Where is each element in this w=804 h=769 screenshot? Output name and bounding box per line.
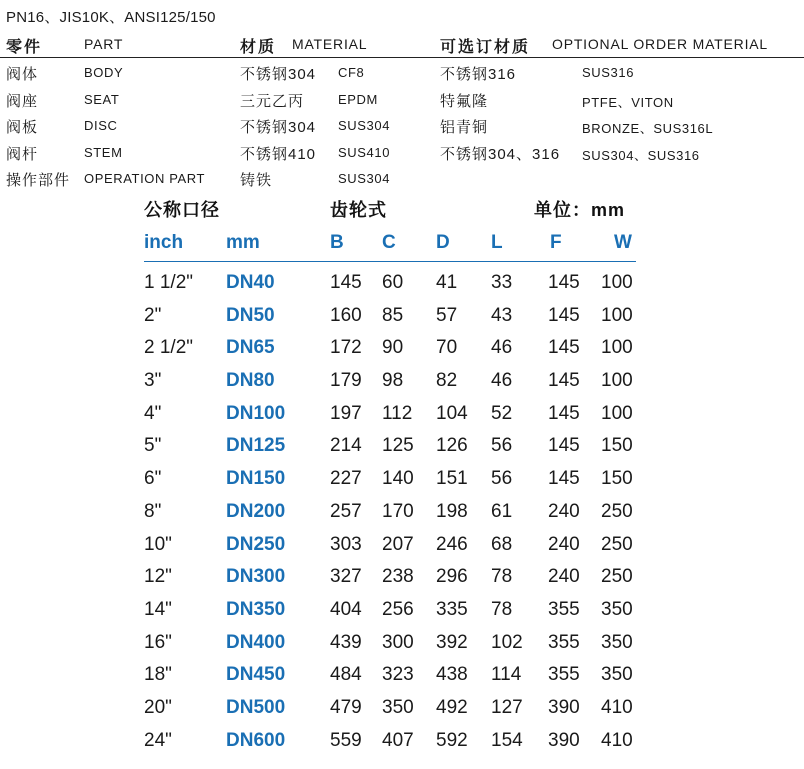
w-cell: 150 (601, 468, 633, 490)
optional-en-cell: SUS316 (582, 65, 635, 80)
d-cell: 41 (436, 272, 458, 293)
optional-header-en: OPTIONAL ORDER MATERIAL (552, 36, 768, 52)
c-cell: 170 (382, 500, 414, 522)
inch-cell: 1 1/2" (144, 272, 194, 293)
d-cell: 82 (436, 370, 458, 392)
l-cell: 68 (491, 533, 513, 555)
l-cell: 56 (491, 468, 513, 490)
w-cell: 100 (601, 272, 633, 293)
d-cell: 392 (436, 631, 468, 653)
mm-cell: DN250 (226, 533, 286, 555)
inch-cell: 10" (144, 533, 172, 555)
material-en-cell: SUS410 (338, 144, 391, 160)
f-cell: 240 (548, 566, 580, 588)
w-cell: 150 (601, 435, 633, 457)
inch-cell: 18" (144, 664, 172, 686)
c-cell: 207 (382, 533, 414, 555)
dimension-row (0, 301, 804, 334)
d-cell: 492 (436, 696, 468, 718)
material-zh-cell: 三元乙丙 (240, 92, 305, 110)
inch-cell: 8" (144, 500, 162, 522)
dimension-row (0, 530, 804, 563)
d-cell: 438 (436, 664, 468, 686)
mm-cell: DN200 (226, 500, 286, 522)
dimension-row (0, 497, 804, 530)
material-zh-cell: 不锈钢304 (240, 66, 317, 83)
w-cell: 410 (601, 696, 633, 718)
col-header-b: B (330, 232, 344, 253)
optional-en-cell: PTFE、VITON (582, 94, 674, 110)
inch-cell: 24" (144, 729, 172, 751)
f-cell: 355 (548, 598, 580, 620)
b-cell: 172 (330, 337, 362, 359)
l-cell: 43 (491, 304, 513, 326)
c-cell: 125 (382, 435, 414, 457)
material-row (0, 61, 804, 88)
material-header-en: MATERIAL (292, 36, 368, 52)
l-cell: 114 (491, 664, 522, 686)
mm-cell: DN100 (226, 402, 286, 424)
optional-en-cell: SUS304、SUS316 (582, 147, 700, 163)
c-cell: 300 (382, 631, 414, 653)
f-cell: 355 (548, 664, 580, 686)
part-en-cell: DISC (84, 118, 118, 133)
col-header-l: L (491, 232, 503, 253)
part-zh-cell: 阀杆 (6, 145, 39, 163)
mm-cell: DN40 (226, 272, 275, 293)
optional-zh-cell: 特氟隆 (440, 92, 489, 110)
b-cell: 197 (330, 402, 362, 424)
d-cell: 246 (436, 533, 468, 555)
dimension-row (0, 399, 804, 432)
part-zh-cell: 阀体 (6, 66, 39, 83)
l-cell: 78 (491, 598, 513, 620)
dimension-row (0, 595, 804, 628)
b-cell: 484 (330, 664, 362, 686)
col-header-inch: inch (144, 232, 184, 253)
inch-cell: 20" (144, 696, 172, 718)
f-cell: 145 (548, 370, 580, 392)
w-cell: 250 (601, 500, 633, 522)
b-cell: 214 (330, 435, 362, 457)
b-cell: 439 (330, 631, 362, 653)
mm-cell: DN400 (226, 631, 286, 653)
c-cell: 85 (382, 304, 404, 326)
dimension-row (0, 366, 804, 399)
col-header-mm: mm (226, 232, 260, 253)
b-cell: 160 (330, 304, 362, 326)
b-cell: 559 (330, 729, 362, 751)
material-rows (0, 61, 804, 194)
f-cell: 240 (548, 533, 580, 555)
material-zh-cell: 不锈钢304 (240, 119, 317, 136)
optional-header-zh: 可选订材质 (440, 39, 531, 56)
material-en-cell: CF8 (338, 65, 365, 80)
b-cell: 303 (330, 533, 362, 555)
w-cell: 350 (601, 631, 633, 653)
material-row (0, 114, 804, 141)
material-en-cell: SUS304 (338, 118, 391, 133)
l-cell: 56 (491, 435, 513, 457)
f-cell: 145 (548, 435, 580, 457)
material-header-zh: 材质 (240, 39, 277, 56)
material-zh-cell: 铸铁 (240, 172, 273, 189)
inch-cell: 12" (144, 566, 172, 588)
inch-cell: 3" (144, 370, 162, 392)
part-zh-cell: 阀座 (6, 92, 39, 110)
w-cell: 350 (601, 664, 633, 686)
b-cell: 479 (330, 696, 362, 718)
col-header-f: F (550, 232, 562, 253)
material-row (0, 167, 804, 194)
w-cell: 410 (601, 729, 633, 751)
w-cell: 100 (601, 337, 633, 359)
f-cell: 145 (548, 468, 580, 490)
d-cell: 57 (436, 304, 458, 326)
d-cell: 126 (436, 435, 468, 457)
col-header-c: C (382, 232, 396, 253)
dimension-row (0, 726, 804, 759)
c-cell: 112 (382, 402, 413, 424)
material-table (0, 34, 804, 189)
material-table-header (0, 34, 804, 56)
w-cell: 100 (601, 304, 633, 326)
f-cell: 145 (548, 402, 580, 424)
standards-line: PN16、JIS10K、ANSI125/150 (6, 9, 216, 26)
nominal-size-title: 公称口径 (144, 200, 220, 220)
part-zh-cell: 阀板 (6, 119, 39, 136)
material-row (0, 141, 804, 168)
part-en-cell: STEM (84, 144, 123, 160)
mm-cell: DN50 (226, 304, 275, 326)
l-cell: 102 (491, 631, 523, 653)
c-cell: 256 (382, 598, 414, 620)
inch-cell: 2 1/2" (144, 337, 194, 359)
d-cell: 151 (436, 468, 468, 490)
w-cell: 100 (601, 370, 633, 392)
c-cell: 140 (382, 468, 414, 490)
l-cell: 52 (491, 402, 513, 424)
c-cell: 238 (382, 566, 414, 588)
mm-cell: DN350 (226, 598, 286, 620)
w-cell: 250 (601, 566, 633, 588)
w-cell: 250 (601, 533, 633, 555)
mm-cell: DN150 (226, 468, 286, 490)
dimension-row (0, 464, 804, 497)
mm-cell: DN80 (226, 370, 275, 392)
part-zh-cell: 操作部件 (6, 172, 71, 189)
material-row (0, 88, 804, 115)
f-cell: 145 (548, 337, 580, 359)
inch-cell: 6" (144, 468, 162, 490)
mm-cell: DN125 (226, 435, 286, 457)
b-cell: 404 (330, 598, 362, 620)
d-cell: 104 (436, 402, 468, 424)
c-cell: 98 (382, 370, 404, 392)
l-cell: 127 (491, 696, 523, 718)
dimension-row (0, 268, 804, 301)
material-zh-cell: 不锈钢410 (240, 145, 317, 163)
f-cell: 390 (548, 729, 580, 751)
d-cell: 198 (436, 500, 468, 522)
dimension-row (0, 562, 804, 595)
f-cell: 355 (548, 631, 580, 653)
inch-cell: 14" (144, 598, 172, 620)
mm-cell: DN600 (226, 729, 286, 751)
f-cell: 145 (548, 304, 580, 326)
dimension-header-rule (144, 261, 636, 262)
dimension-row (0, 628, 804, 661)
d-cell: 592 (436, 729, 468, 751)
dimension-row (0, 693, 804, 726)
part-header-zh: 零件 (6, 39, 43, 56)
l-cell: 46 (491, 370, 513, 392)
c-cell: 60 (382, 272, 404, 293)
c-cell: 323 (382, 664, 414, 686)
mm-cell: DN65 (226, 337, 275, 359)
mm-cell: DN500 (226, 696, 286, 718)
d-cell: 296 (436, 566, 468, 588)
d-cell: 335 (436, 598, 468, 620)
inch-cell: 5" (144, 435, 162, 457)
w-cell: 350 (601, 598, 633, 620)
c-cell: 407 (382, 729, 414, 751)
part-en-cell: SEAT (84, 91, 120, 107)
mm-cell: DN300 (226, 566, 286, 588)
mm-cell: DN450 (226, 664, 286, 686)
optional-zh-cell: 不锈钢304、316 (440, 145, 561, 163)
material-header-rule (0, 57, 804, 58)
dimension-rows (0, 268, 804, 758)
b-cell: 257 (330, 500, 362, 522)
l-cell: 46 (491, 337, 513, 359)
b-cell: 145 (330, 272, 362, 293)
unit-label: 单位：mm (534, 200, 626, 220)
col-header-d: D (436, 232, 450, 253)
f-cell: 240 (548, 500, 580, 522)
material-en-cell: EPDM (338, 91, 378, 107)
c-cell: 90 (382, 337, 404, 359)
optional-en-cell: BRONZE、SUS316L (582, 121, 714, 136)
l-cell: 154 (491, 729, 523, 751)
w-cell: 100 (601, 402, 633, 424)
inch-cell: 2" (144, 304, 162, 326)
material-en-cell: SUS304 (338, 171, 391, 186)
b-cell: 179 (330, 370, 362, 392)
f-cell: 390 (548, 696, 580, 718)
optional-zh-cell: 铝青铜 (440, 119, 489, 136)
l-cell: 78 (491, 566, 513, 588)
dimension-row (0, 333, 804, 366)
l-cell: 33 (491, 272, 513, 293)
dimension-row (0, 431, 804, 464)
part-en-cell: BODY (84, 65, 124, 80)
inch-cell: 16" (144, 631, 172, 653)
l-cell: 61 (491, 500, 513, 522)
b-cell: 327 (330, 566, 362, 588)
part-header-en: PART (84, 36, 124, 52)
inch-cell: 4" (144, 402, 162, 424)
d-cell: 70 (436, 337, 458, 359)
dimension-row (0, 660, 804, 693)
f-cell: 145 (548, 272, 580, 293)
operation-type-title: 齿轮式 (330, 200, 387, 220)
col-header-w: W (614, 232, 632, 253)
c-cell: 350 (382, 696, 414, 718)
optional-zh-cell: 不锈钢316 (440, 66, 517, 83)
b-cell: 227 (330, 468, 362, 490)
part-en-cell: OPERATION PART (84, 171, 206, 186)
